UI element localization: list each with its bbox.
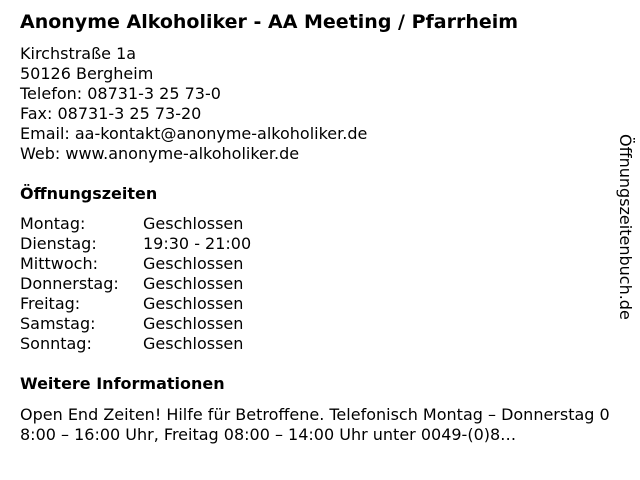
hours-time: Geschlossen <box>143 294 244 313</box>
fax-number: Fax: 08731-3 25 73-20 <box>20 104 202 123</box>
hours-row-monday <box>20 214 251 234</box>
website-address: Web: www.anonyme-alkoholiker.de <box>20 144 300 163</box>
street-address: Kirchstraße 1a <box>20 44 137 63</box>
watermark-text: Öffnungszeitenbuch.de <box>616 134 635 320</box>
hours-time: Geschlossen <box>143 254 244 273</box>
hours-day: Mittwoch: <box>20 254 98 273</box>
hours-row-thursday <box>20 274 251 294</box>
opening-hours-table <box>20 214 251 354</box>
hours-day: Montag: <box>20 214 86 233</box>
city-address: 50126 Bergheim <box>20 64 154 83</box>
hours-time: Geschlossen <box>143 274 244 293</box>
phone-number: Telefon: 08731-3 25 73-0 <box>20 84 221 103</box>
opening-hours-heading: Öffnungszeiten <box>20 184 158 203</box>
hours-day: Dienstag: <box>20 234 97 253</box>
hours-row-sunday <box>20 334 251 354</box>
hours-time: Geschlossen <box>143 334 244 353</box>
hours-day: Freitag: <box>20 294 81 313</box>
hours-row-saturday <box>20 314 251 334</box>
email-address: Email: aa-kontakt@anonyme-alkoholiker.de <box>20 124 368 143</box>
hours-time: Geschlossen <box>143 314 244 333</box>
further-info-heading: Weitere Informationen <box>20 374 225 393</box>
hours-day: Samstag: <box>20 314 96 333</box>
hours-time: 19:30 - 21:00 <box>143 234 252 253</box>
further-info-text: Open End Zeiten! Hilfe für Betroffene. Telefonisch Montag – Donnerstag 08:00 – 16:00 Uhr, Freitag 08:00 – 14:00 Uhr unter 0049-(0)8… <box>20 405 610 444</box>
hours-day: Sonntag: <box>20 334 92 353</box>
hours-row-tuesday <box>20 234 251 254</box>
hours-day: Donnerstag: <box>20 274 119 293</box>
hours-time: Geschlossen <box>143 214 244 233</box>
hours-row-wednesday <box>20 254 251 274</box>
contact-block <box>20 44 367 164</box>
hours-row-friday <box>20 294 251 314</box>
page-title: Anonyme Alkoholiker - AA Meeting / Pfarrheim <box>20 11 519 33</box>
